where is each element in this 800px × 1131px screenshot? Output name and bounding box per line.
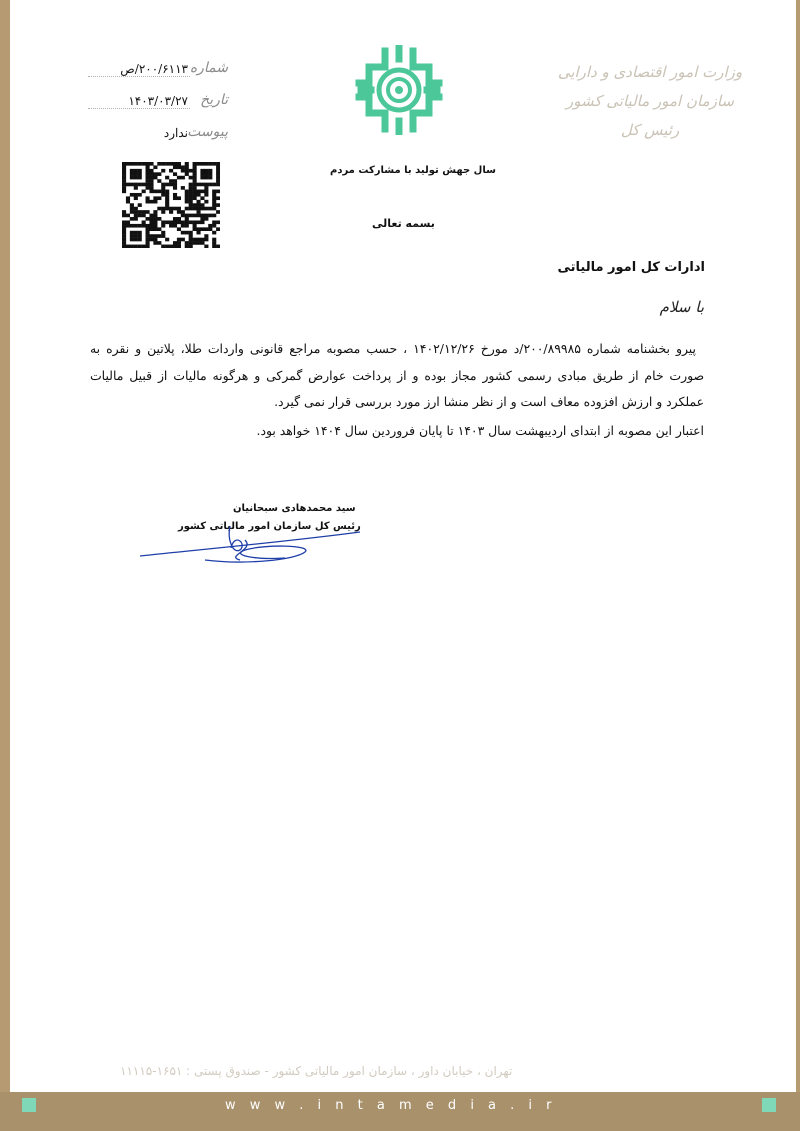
ministry-header: [540, 58, 760, 145]
page-frame-right: [796, 0, 800, 1131]
date-value: ۱۴۰۳/۰۳/۲۷: [128, 94, 188, 108]
number-value: ۲۰۰/۶۱۱۳/ص: [120, 62, 188, 76]
letter-number-row: [88, 60, 228, 92]
footer-address: تهران ، خیابان داور ، سازمان امور مالیاتی کشور - صندوق پستی : ۱۶۵۱-۱۱۱۱۵: [120, 1064, 513, 1078]
ministry-line: سازمان امور مالیاتی کشور: [566, 92, 734, 110]
footer-square-left: [22, 1098, 36, 1112]
qr-code-icon: [122, 162, 220, 248]
attachment-value: ندارد: [163, 126, 188, 140]
body-paragraph-validity: اعتبار این مصوبه از ابتدای اردیبهشت سال ۱۴۰۳ تا پایان فروردین سال ۱۴۰۴ خواهد بود.: [256, 422, 704, 438]
signer-title: رئیس کل سازمان امور مالیاتی کشور: [178, 521, 361, 532]
number-label: شماره: [189, 60, 228, 76]
organization-logo: [355, 45, 443, 135]
ministry-line: رئیس کل: [620, 121, 680, 139]
greeting: با سلام: [659, 298, 704, 316]
footer-url: w w w . i n t a m e d i a . i r: [225, 1098, 557, 1113]
date-dots: [88, 108, 190, 109]
addressee: ادارات کل امور مالیاتی: [557, 260, 705, 275]
signer-name: سید محمدهادی سبحانیان: [233, 503, 356, 514]
footer-square-right: [762, 1098, 776, 1112]
attachment-row: [88, 124, 228, 156]
bismillah-heading: بسمه تعالی: [372, 217, 435, 230]
handwritten-signature: [135, 520, 365, 565]
attachment-label: پیوست: [187, 124, 228, 140]
letter-meta: [88, 60, 228, 156]
letter-date-row: [88, 92, 228, 124]
body-paragraph: پیرو بخشنامه شماره ۲۰۰/۸۹۹۸۵/د مورخ ۱۴۰۲/۱۲/۲۶ ، حسب مصوبه مراجع قانونی واردات طلا، پلاتین و نقره به صورت خام از طریق مبادی رسمی کشور مجاز بوده و از پرداخت عوارض گمرکی و هرگونه مالیات از قبیل مالیات عملکرد و ارزش افزوده معاف است و از نظر منشا ارز مورد بررسی قرار نمی گیرد.: [90, 341, 704, 409]
ministry-line: وزارت امور اقتصادی و دارایی: [557, 63, 743, 81]
number-dots: [88, 76, 190, 77]
date-label: تاریخ: [200, 92, 228, 108]
letter-body: [90, 336, 704, 444]
page-frame-left: [0, 0, 10, 1131]
year-slogan: سال جهش تولید با مشارکت مردم: [330, 165, 496, 176]
